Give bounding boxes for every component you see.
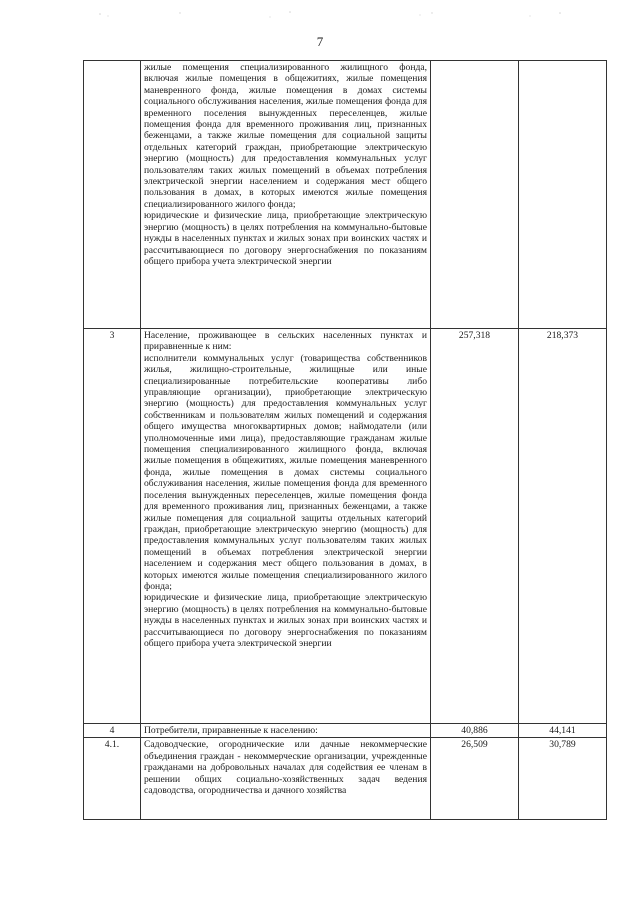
description-paragraph: юридические и физические лица, приобретающие электрическую энергию (мощность) в целях потребления на коммунально-бытовые нужды в населенных пунктах и жилых зонах при воинских частях и рассчитывающиеся по договору энергоснабжения по показаниям общего прибора учета электрической энергии — [144, 592, 427, 649]
row-number: 3 — [84, 329, 141, 724]
table-row — [84, 738, 607, 820]
description-paragraph: Потребители, приравненные к населению: — [144, 725, 318, 736]
description-paragraph: юридические и физические лица, приобретающие электрическую энергию (мощность) в целях потребления на коммунально-бытовые нужды в населенных пунктах и жилых зонах при воинских частях и рассчитывающиеся по договору энергоснабжения по показаниям общего прибора учета электрической энергии — [144, 210, 427, 267]
tariff-value-2: 44,141 — [519, 724, 607, 738]
tariff-value-1 — [431, 61, 519, 329]
description-paragraph: жилые помещения специализированного жилищного фонда, включая жилые помещения в общежитиях, жилые помещения маневренного фонда, жилые помещения в домах системы социального обслуживания населения, жилые помещения фонда для временного поселения вынужденных переселенцев, жилые помещения фонда для временного проживания лиц, признанных беженцами, а также жилые помещения для социальной защиты отдельных категорий граждан, приобретающие электрическую энергию (мощность) для предоставления коммунальных услуг пользователям таких жилых помещений в объемах потребления электрической энергии населением и содержания мест общего пользования в домах, в которых имеются жилые помещения специализированного жилого фонда; — [144, 62, 427, 210]
scan-noise — [60, 8, 580, 22]
tariff-value-2: 218,373 — [519, 329, 607, 724]
table-row — [84, 329, 607, 724]
page-number: 7 — [316, 34, 324, 49]
row-description — [141, 61, 431, 329]
table-row — [84, 61, 607, 329]
tariff-value-1: 26,509 — [431, 738, 519, 820]
row-description — [141, 724, 431, 738]
tariff-table — [83, 60, 607, 820]
tariff-value-1: 40,886 — [431, 724, 519, 738]
row-number: 4 — [84, 724, 141, 738]
description-paragraph: Население, проживающее в сельских населенных пунктах и приравненные к ним: — [144, 330, 427, 353]
description-paragraph: исполнители коммунальных услуг (товарищества собственников жилья, жилищно-строительные, жилищные или иные специализированные потребительские кооперативы либо управляющие организации), приобретающие электрическую энергию (мощность) для предоставления коммунальных услуг собственникам и пользователям жилых помещений и содержания общего имущества многоквартирных домов; наймодатели (или уполномоченные ими лица), предоставляющие гражданам жилые помещения специализированного жилищного фонда, включая жилые помещения в общежитиях, жилые помещения маневренного фонда, жилые помещения в домах системы социального обслуживания населения, жилые помещения фонда для временного поселения вынужденных переселенцев, жилые помещения фонда для временного проживания лиц, признанных беженцами, а также жилые помещения для социальной защиты отдельных категорий граждан, приобретающие электрическую энергию (мощность) для предоставления коммунальных услуг пользователям таких жилых помещений в объемах потребления электрической энергии населением и содержания мест общего пользования в домах, в которых имеются жилые помещения специализированного жилого фонда; — [144, 352, 427, 592]
tariff-value-2 — [519, 61, 607, 329]
row-number — [84, 61, 141, 329]
row-description — [141, 738, 431, 820]
row-number: 4.1. — [84, 738, 141, 820]
tariff-value-2: 30,789 — [519, 738, 607, 820]
table-row — [84, 724, 607, 738]
tariff-value-1: 257,318 — [431, 329, 519, 724]
row-description — [141, 329, 431, 724]
description-paragraph: Садоводческие, огороднические или дачные некоммерческие объединения граждан - некоммерческие организации, учрежденные гражданами на добровольных началах для содействия ее членам в решении общих социально-хозяйственных задач ведения садоводства, огородничества и дачного хозяйства — [144, 739, 427, 797]
